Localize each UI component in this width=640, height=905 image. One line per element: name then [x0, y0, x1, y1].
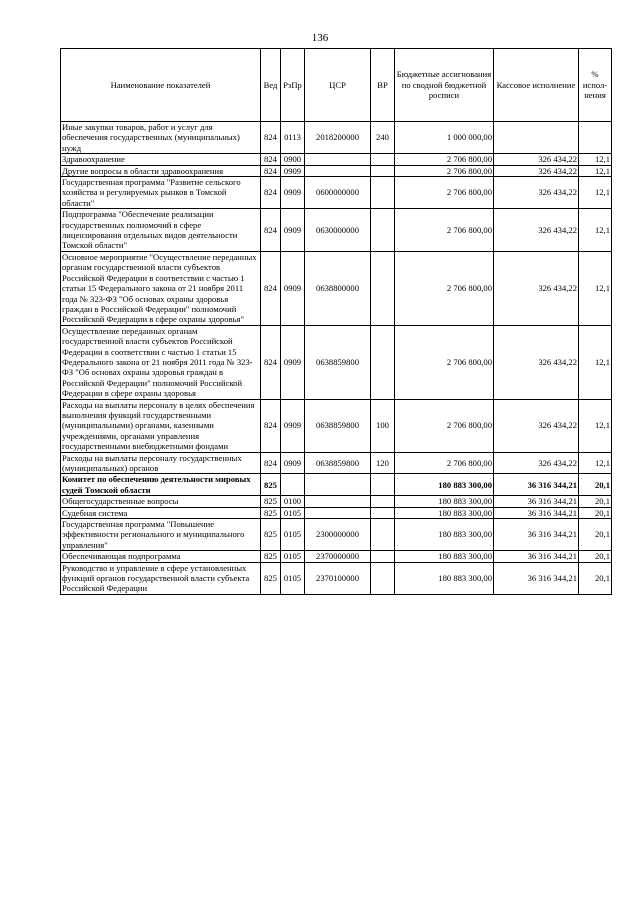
- cell-percent: 12,1: [579, 251, 612, 325]
- cell-cash: [494, 122, 579, 154]
- cell-budget: 1 000 000,00: [395, 122, 494, 154]
- cell-vr: [371, 154, 395, 165]
- cell-budget: 2 706 800,00: [395, 325, 494, 399]
- cell-budget: 2 706 800,00: [395, 177, 494, 209]
- cell-vr: [371, 551, 395, 562]
- cell-cash: 326 434,22: [494, 154, 579, 165]
- cell-csr: 2300000000: [305, 519, 371, 551]
- header-cash: Кассовое исполнение: [494, 49, 579, 122]
- cell-name: Государственная программа "Повышение эффективности регионального и муниципального управления": [61, 519, 261, 551]
- cell-ved: 825: [261, 551, 281, 562]
- page-number: 136: [311, 32, 329, 44]
- cell-vr: 120: [371, 452, 395, 474]
- cell-budget: 2 706 800,00: [395, 209, 494, 252]
- cell-ved: 824: [261, 122, 281, 154]
- cell-csr: [305, 154, 371, 165]
- cell-csr: 2370100000: [305, 562, 371, 594]
- cell-rzpr: 0909: [281, 452, 305, 474]
- table-row: [61, 496, 612, 507]
- table-header-row: [61, 49, 612, 122]
- cell-cash: 326 434,22: [494, 209, 579, 252]
- cell-ved: 825: [261, 562, 281, 594]
- cell-name: Иные закупки товаров, работ и услуг для обеспечения государственных (муниципальных) нужд: [61, 122, 261, 154]
- cell-csr: 0630000000: [305, 209, 371, 252]
- cell-cash: 36 316 344,21: [494, 519, 579, 551]
- cell-budget: 180 883 300,00: [395, 496, 494, 507]
- cell-vr: [371, 519, 395, 551]
- cell-name: Подпрограмма "Обеспечение реализации государственных полномочий в сфере лицензирования отдельных видов деятельности Томской области": [61, 209, 261, 252]
- budget-table: [60, 48, 612, 595]
- cell-budget: 180 883 300,00: [395, 474, 494, 496]
- cell-percent: 20,1: [579, 519, 612, 551]
- header-csr: ЦСР: [305, 49, 371, 122]
- header-percent: % испол-нения: [579, 49, 612, 122]
- cell-name: Расходы на выплаты персоналу государственных (муниципальных) органов: [61, 452, 261, 474]
- cell-vr: [371, 562, 395, 594]
- table-row: [61, 562, 612, 594]
- header-ved: Вед: [261, 49, 281, 122]
- cell-vr: [371, 496, 395, 507]
- table-row: [61, 154, 612, 165]
- cell-budget: 2 706 800,00: [395, 165, 494, 176]
- cell-ved: 825: [261, 496, 281, 507]
- cell-rzpr: 0909: [281, 251, 305, 325]
- table-row: [61, 325, 612, 399]
- cell-ved: 824: [261, 209, 281, 252]
- cell-name: Судебная система: [61, 507, 261, 518]
- cell-budget: 2 706 800,00: [395, 251, 494, 325]
- cell-rzpr: 0100: [281, 496, 305, 507]
- cell-csr: 0600000000: [305, 177, 371, 209]
- cell-vr: [371, 209, 395, 252]
- cell-csr: [305, 474, 371, 496]
- cell-percent: 12,1: [579, 325, 612, 399]
- cell-csr: [305, 507, 371, 518]
- cell-ved: 824: [261, 251, 281, 325]
- cell-name: Основное мероприятие "Осуществление переданных органам государственной власти субъектов Российской Федерации в соответствии с частью 1 статьи 15 Федерального закона от 21 ноября 2011 года № 323-ФЗ "Об основах охраны здоровья граждан в Российской Федерации" полномочий Российской Федерации в сфере охраны здоровья": [61, 251, 261, 325]
- cell-rzpr: [281, 474, 305, 496]
- cell-rzpr: 0105: [281, 519, 305, 551]
- table-row: [61, 177, 612, 209]
- cell-vr: 100: [371, 399, 395, 452]
- cell-rzpr: 0113: [281, 122, 305, 154]
- cell-cash: 326 434,22: [494, 399, 579, 452]
- cell-cash: 326 434,22: [494, 452, 579, 474]
- cell-name: Общегосударственные вопросы: [61, 496, 261, 507]
- table-row: [61, 551, 612, 562]
- cell-name: Руководство и управление в сфере установленных функций органов государственной власти субъекта Российской Федерации: [61, 562, 261, 594]
- cell-ved: 825: [261, 474, 281, 496]
- cell-rzpr: 0900: [281, 154, 305, 165]
- cell-name: Другие вопросы в области здравоохранения: [61, 165, 261, 176]
- cell-csr: 0638859800: [305, 325, 371, 399]
- cell-cash: 326 434,22: [494, 251, 579, 325]
- cell-name: Государственная программа "Развитие сельского хозяйства и регулируемых рынков в Томской области": [61, 177, 261, 209]
- cell-rzpr: 0909: [281, 325, 305, 399]
- table-row: [61, 399, 612, 452]
- table-row: [61, 507, 612, 518]
- cell-rzpr: 0909: [281, 177, 305, 209]
- cell-csr: 0638800000: [305, 251, 371, 325]
- cell-csr: [305, 165, 371, 176]
- cell-percent: [579, 122, 612, 154]
- cell-vr: [371, 474, 395, 496]
- cell-cash: 36 316 344,21: [494, 474, 579, 496]
- cell-cash: 36 316 344,21: [494, 507, 579, 518]
- cell-name: Расходы на выплаты персоналу в целях обеспечения выполнения функций государственными (муниципальными) органами, казенными учреждениями, органами управления государственными внебюджетными фондами: [61, 399, 261, 452]
- cell-cash: 36 316 344,21: [494, 562, 579, 594]
- cell-percent: 20,1: [579, 562, 612, 594]
- cell-budget: 180 883 300,00: [395, 507, 494, 518]
- table-row: [61, 452, 612, 474]
- cell-ved: 824: [261, 177, 281, 209]
- cell-budget: 2 706 800,00: [395, 154, 494, 165]
- cell-ved: 824: [261, 325, 281, 399]
- cell-rzpr: 0909: [281, 165, 305, 176]
- cell-ved: 824: [261, 399, 281, 452]
- header-rzpr: РзПр: [281, 49, 305, 122]
- cell-percent: 20,1: [579, 496, 612, 507]
- cell-ved: 824: [261, 452, 281, 474]
- table-row: [61, 209, 612, 252]
- cell-vr: 240: [371, 122, 395, 154]
- header-budget: Бюджетные ассигнования по сводной бюджетной росписи: [395, 49, 494, 122]
- cell-rzpr: 0105: [281, 507, 305, 518]
- cell-ved: 824: [261, 154, 281, 165]
- cell-ved: 824: [261, 165, 281, 176]
- cell-ved: 825: [261, 519, 281, 551]
- cell-cash: 326 434,22: [494, 177, 579, 209]
- cell-name: Здравоохранение: [61, 154, 261, 165]
- table-row: [61, 165, 612, 176]
- cell-percent: 12,1: [579, 165, 612, 176]
- cell-vr: [371, 325, 395, 399]
- cell-csr: 0638859800: [305, 452, 371, 474]
- cell-csr: 0638859800: [305, 399, 371, 452]
- cell-budget: 180 883 300,00: [395, 551, 494, 562]
- cell-budget: 180 883 300,00: [395, 519, 494, 551]
- cell-vr: [371, 251, 395, 325]
- cell-vr: [371, 165, 395, 176]
- cell-budget: 2 706 800,00: [395, 399, 494, 452]
- cell-percent: 20,1: [579, 474, 612, 496]
- table-body: [61, 122, 612, 595]
- cell-percent: 12,1: [579, 452, 612, 474]
- cell-percent: 20,1: [579, 507, 612, 518]
- cell-cash: 326 434,22: [494, 325, 579, 399]
- cell-budget: 2 706 800,00: [395, 452, 494, 474]
- cell-vr: [371, 507, 395, 518]
- cell-cash: 36 316 344,21: [494, 496, 579, 507]
- cell-name: Обеспечивающая подпрограмма: [61, 551, 261, 562]
- header-name: Наименование показателей: [61, 49, 261, 122]
- cell-name: Комитет по обеспечению деятельности мировых судей Томской области: [61, 474, 261, 496]
- cell-rzpr: 0909: [281, 399, 305, 452]
- cell-name: Осуществление переданных органам государственной власти субъектов Российской Федерации в соответствии с частью 1 статьи 15 Федерального закона от 21 ноября 2011 года № 323-ФЗ "Об основах охраны здоровья граждан в Российской Федерации" полномочий Российской Федерации в сфере охраны здоровья: [61, 325, 261, 399]
- cell-percent: 12,1: [579, 209, 612, 252]
- cell-percent: 20,1: [579, 551, 612, 562]
- cell-vr: [371, 177, 395, 209]
- table-row: [61, 519, 612, 551]
- cell-csr: 2370000000: [305, 551, 371, 562]
- cell-cash: 36 316 344,21: [494, 551, 579, 562]
- header-vr: ВР: [371, 49, 395, 122]
- cell-percent: 12,1: [579, 399, 612, 452]
- cell-budget: 180 883 300,00: [395, 562, 494, 594]
- cell-rzpr: 0909: [281, 209, 305, 252]
- cell-csr: [305, 496, 371, 507]
- cell-csr: 2018200000: [305, 122, 371, 154]
- table-row: [61, 251, 612, 325]
- cell-percent: 12,1: [579, 154, 612, 165]
- cell-ved: 825: [261, 507, 281, 518]
- cell-rzpr: 0105: [281, 562, 305, 594]
- table-row: [61, 474, 612, 496]
- table-row: [61, 122, 612, 154]
- cell-cash: 326 434,22: [494, 165, 579, 176]
- cell-percent: 12,1: [579, 177, 612, 209]
- cell-rzpr: 0105: [281, 551, 305, 562]
